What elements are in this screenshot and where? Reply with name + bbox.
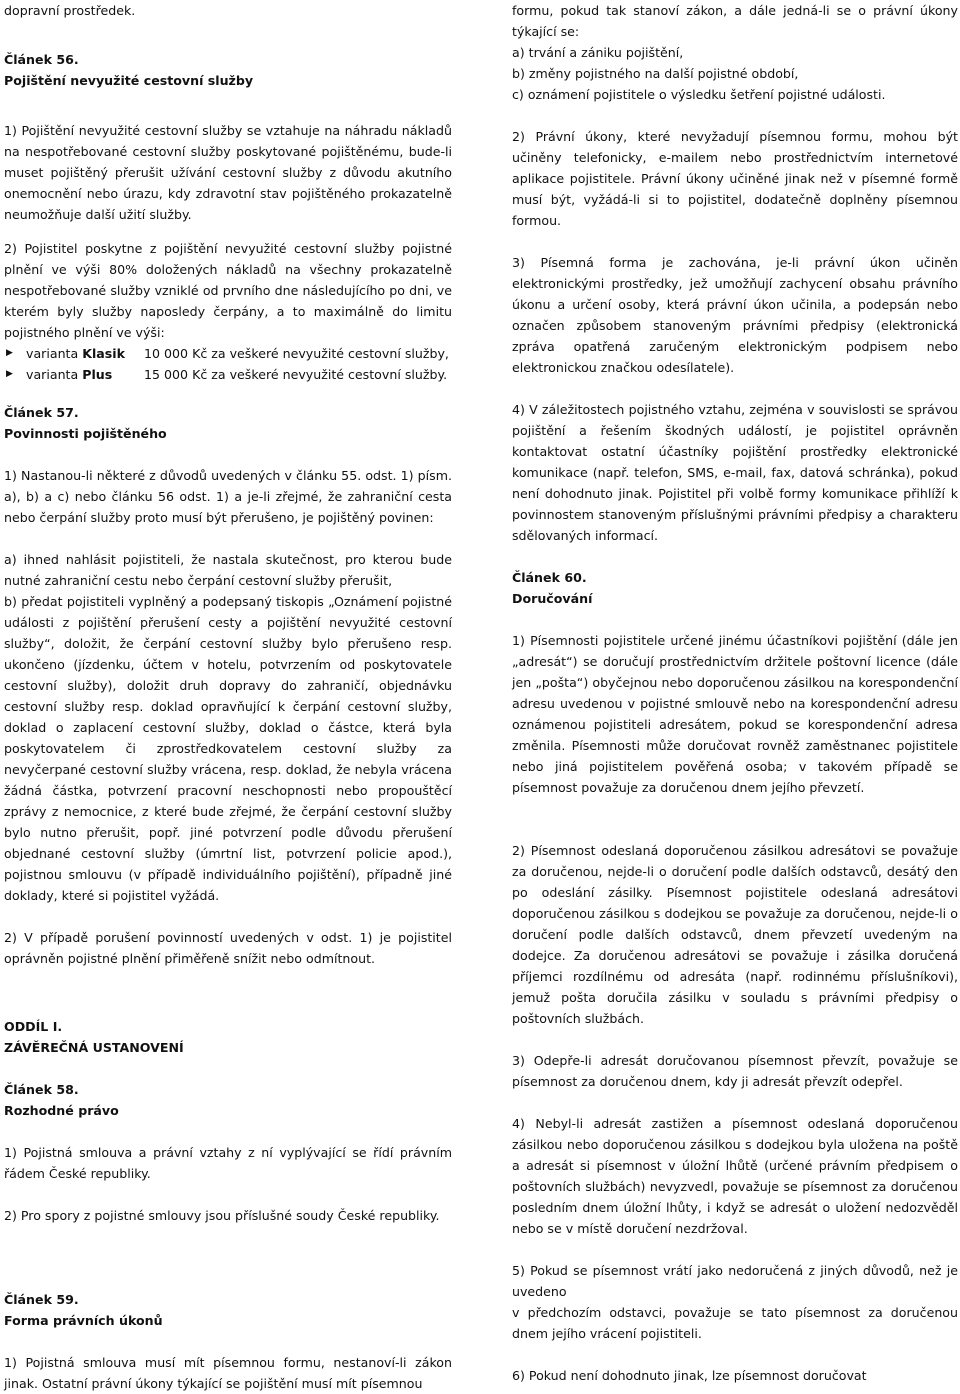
list-item [4,364,452,385]
list-item [4,343,452,364]
variant-prefix: varianta [26,367,79,382]
list-item: b) změny pojistného na další pojistné období, [512,66,799,81]
continuation-text: formu, pokud tak stanoví zákon, a dále jedná-li se o právní úkony týkající se: [512,3,958,39]
article-59-paragraph-1: 1) Pojistná smlouva musí mít písemnou formu, nestanoví-li zákon jinak. Ostatní právní úkony týkající se pojištění musí mít písemnou [4,1355,452,1391]
article-59-title: Forma právních úkonů [4,1313,163,1328]
article-59-paragraph-3: 3) Písemná forma je zachována, je-li právní úkon učiněn elektronickými prostředky, jež umožňují zachycení obsahu právního úkonu a určení osoby, která právní úkon učinila, a podepsán nebo označen způsobem stanoveným právními předpisy (elektronická zpráva opatřená zaručeným elektronickým podpisem nebo elektronickou značkou odesílatele). [512,255,958,375]
article-59-paragraph-4: 4) V záležitostech pojistného vztahu, zejména v souvislosti se správou pojištění a řešením škodných událostí, je pojistitel oprávněn kontaktovat ostatní účastníky pojištění prostředky elektronické komunikace (např. telefon, SMS, e-mail, fax, datová schránka), pokud není dohodnuto jinak. Pojistitel při volbě formy komunikace přihlíží k povinnostem stanoveným příslušnými právními předpisy a charakteru sdělovaných informací. [512,402,958,543]
article-56-heading: Článek 56. [4,52,79,67]
variant-name: Klasik [82,346,125,361]
right-column [512,0,958,1386]
article-56-paragraph-1: 1) Pojištění nevyužité cestovní služby se vztahuje na náhradu nákladů na nespotřebované cestovní služby poskytované pojištěnému, bude-li muset pojištěný přerušit užívání cestovní služby z důvodu akutního onemocnění nebo úrazu, kdy zdravotní stav pojištěného prokazatelně neumožňuje další užití služby. [4,123,452,222]
article-60-title: Doručování [512,591,593,606]
list-item: a) trvání a zániku pojištění, [512,45,684,60]
article-60-paragraph-5: 5) Pokud se písemnost vrátí jako nedoručená z jiných důvodů, než je uvedeno [512,1263,958,1299]
article-60-paragraph-6: 6) Pokud není dohodnuto jinak, lze písemnost doručovat [512,1368,867,1383]
section-heading: ODDÍL I. [4,1019,63,1034]
article-60-heading: Článek 60. [512,570,587,585]
triangle-bullet-icon: ▶ [6,348,13,358]
article-58-paragraph-2: 2) Pro spory z pojistné smlouvy jsou příslušné soudy České republiky. [4,1208,440,1223]
left-column [4,0,452,1394]
article-60-paragraph-2: 2) Písemnost odeslaná doporučenou zásilkou adresátovi se považuje za doručenou, nejde-li o doručení podle dalších odstavců, desátý den po odeslání zásilky. Písemnost pojistitele odeslaná adresátovi doporučenou zásilkou s dodejkou se považuje za doručenou, nejde-li o doručení podle dalších odstavců, dnem převzetí uvedeným na dodejce. Za doručenou adresátovi se považuje i zásilka doručená příjemci rozdílnému od adresáta (např. rodinnému příslušníkovi), jemuž pošta doručila zásilku v souladu s právními předpisy o poštovních službách. [512,843,958,1026]
article-60-paragraph-1: 1) Písemnosti pojistitele určené jinému účastníkovi pojištění (dále jen „adresát“) se doručují prostřednictvím držitele poštovní licence (dále jen „pošta“) obyčejnou nebo doporučenou zásilkou na korespondenční adresu uvedenou v pojistné smlouvě nebo na korespondenční adresu oznámenou pojistiteli adresátem, pokud se korespondenční adresa změnila. Písemnosti může doručovat rovněž zaměstnanec pojistitele nebo jiná pojistitelem pověřená osoba; v takovém případě se písemnost považuje za doručenou dnem jejího převzetí. [512,633,958,795]
variant-name: Plus [82,367,113,382]
variant-limit: 15 000 Kč za veškeré nevyužité cestovní služby. [144,367,448,382]
article-59-paragraph-2: 2) Právní úkony, které nevyžadují písemnou formu, mohou být učiněny telefonicky, e-mailem nebo prostřednictvím internetové aplikace pojistitele. Právní úkony učiněné jinak než v písemné formě musí být, vyžádá-li si to pojistitel, dodatečně doplněny písemnou formou. [512,129,958,228]
article-60-paragraph-5-cont: v předchozím odstavci, považuje se tato písemnost za doručenou dnem jejího vrácení pojistiteli. [512,1305,958,1341]
triangle-bullet-icon: ▶ [6,369,13,379]
article-57-paragraph-1: 1) Nastanou-li některé z důvodů uvedených v článku 55. odst. 1) písm. a), b) a c) nebo článku 56 odst. 1) a je-li zřejmé, že zahraniční cesta nebo čerpání služby proto musí být přerušeno, je pojištěný povinen: [4,468,452,525]
list-item: c) oznámení pojistitele o výsledku šetření pojistné události. [512,87,886,102]
article-57-paragraph-2: 2) V případě porušení povinností uvedených v odst. 1) je pojistitel oprávněn pojistné plnění přiměřeně snížit nebo odmítnout. [4,930,452,966]
article-60-paragraph-3: 3) Odepře-li adresát doručovanou písemnost převzít, považuje se písemnost za doručenou dnem, kdy ji adresát převzít odepřel. [512,1053,958,1089]
article-58-title: Rozhodné právo [4,1103,119,1118]
article-57-title: Povinnosti pojištěného [4,426,167,441]
continuation-text: dopravní prostředek. [4,3,136,18]
article-56-paragraph-2: 2) Pojistitel poskytne z pojištění nevyužité cestovní služby pojistné plnění ve výši 80% doložených nákladů na všechny prokazatelně nespotřebované služby vzniklé od prvního dne následujícího po dni, ve kterém byly služby naposledy čerpány, a to maximálně do limitu pojistného plnění ve výši: [4,241,452,340]
article-58-heading: Článek 58. [4,1082,79,1097]
variant-limit: 10 000 Kč za veškeré nevyužité cestovní služby, [144,346,449,361]
variant-prefix: varianta [26,346,79,361]
article-60-paragraph-4: 4) Nebyl-li adresát zastižen a písemnost odeslaná doporučenou zásilkou nebo doporučenou zásilkou s dodejkou byla uložena na poště a adresát si písemnost v úložní lhůtě (určené právním předpisem o poštovních službách) nevyzvedl, považuje se písemnost za doručenou posledním dnem úložní lhůty, i když se adresát o uložení nedozvěděl nebo se v místě doručení nezdržoval. [512,1116,958,1236]
article-59-heading: Článek 59. [4,1292,79,1307]
article-57-item-a: a) ihned nahlásit pojistiteli, že nastala skutečnost, pro kterou bude nutné zahraniční cestu nebo čerpání cestovní služby přerušit, [4,552,452,588]
article-57-heading: Článek 57. [4,405,79,420]
article-58-paragraph-1: 1) Pojistná smlouva a právní vztahy z ní vyplývající se řídí právním řádem České republiky. [4,1145,452,1181]
article-57-item-b: b) předat pojistiteli vyplněný a podepsaný tiskopis „Oznámení pojistné události z pojištění přerušení cesty a pojištění nevyužité cestovní služby“, doložit, že čerpání cestovní služby bylo přerušeno resp. ukončeno (jízdenku, účtem v hotelu, potvrzením od poskytovatele cestovní služby), doložit druh dopravy do zahraničí, objednávku cestovní služby resp. doklad opravňující k čerpání cestovní služby, doklad o zaplacení cestovní služby, doklad o částce, která byla poskytovatelem či zprostředkovatelem cestovní služby za nevyčerpané cestovní služby vrácena, resp. doklad, že nebyla vrácena žádná částka, potvrzení pracovní neschopnosti nebo propouštěcí zprávy z nemocnice, z které bude zřejmé, že čerpání cestovní služby bylo nutno přerušit, popř. jiné potvrzení podle důvodu přerušení objednané cestovní služby (úmrtní list, potvrzení policie apod.), pojistnou smlouvu (v případě individuálního pojištění), případně jiné doklady, které si pojistitel vyžádá. [4,594,452,903]
variant-list [4,343,452,385]
article-56-title: Pojištění nevyužité cestovní služby [4,73,254,88]
section-title: ZÁVĚREČNÁ USTANOVENÍ [4,1040,184,1055]
